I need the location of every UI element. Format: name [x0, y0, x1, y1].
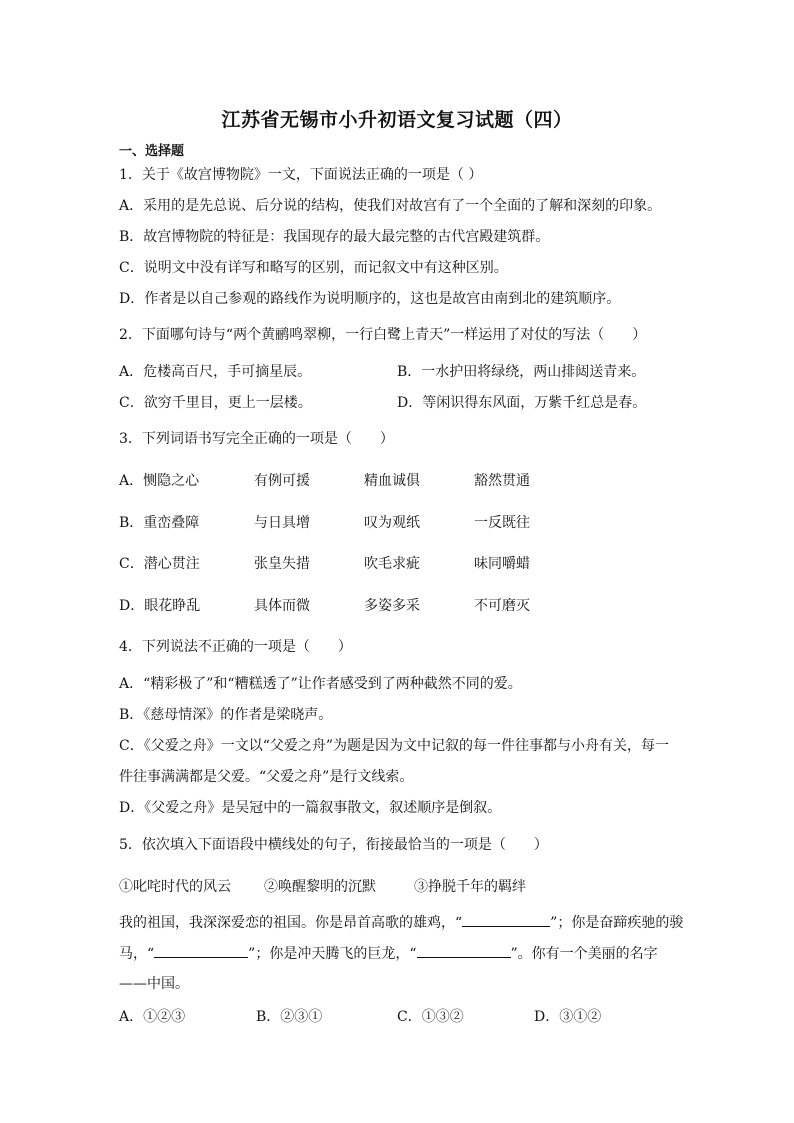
question-3-row-b-word-4: 一反既往: [474, 515, 530, 531]
question-3-row-b-word-2: 与日具增: [254, 515, 310, 531]
question-3-row-d-word-1: D．眼花睁乱: [119, 598, 201, 614]
passage-text: ”；你是奋蹄疾驰的骏: [550, 915, 684, 931]
question-3-row-d-word-3: 多姿多采: [364, 598, 420, 614]
question-3-row-c-word-4: 味同嚼蜡: [474, 556, 530, 572]
question-3-row-a-word-1: A．恻隐之心: [119, 473, 200, 489]
passage-text: 马，“: [119, 946, 155, 962]
question-2-stem: 2．下面哪句诗与“两个黄鹂鸣翠柳，一行白鹭上青天”一样运用了对仗的写法（ ）: [119, 327, 647, 343]
question-4-option-b: B．《慈母情深》的作者是梁晓声。: [119, 707, 333, 723]
question-3-row-a-word-2: 有例可援: [254, 473, 310, 489]
question-1-option-d: D．作者是以自己参观的路线作为说明顺序的，这也是故宫由南到北的建筑顺序。: [119, 291, 621, 307]
passage-text: ”；你是冲天腾飞的巨龙，“: [248, 946, 417, 962]
question-3-row-c-word-2: 张皇失措: [254, 556, 310, 572]
answer-blank-1[interactable]: [462, 912, 550, 927]
question-4-option-c-line-1: C．《父爱之舟》一文以“父爱之舟”为题是因为文中记叙的每一件往事都与小舟有关，每一: [119, 738, 670, 754]
question-3-row-a-word-4: 豁然贯通: [474, 473, 530, 489]
question-2-option-b: B．一水护田将绿绕，两山排闼送青来。: [397, 364, 646, 380]
question-1-option-b: B．故宫博物院的特征是：我国现存的最大最完整的古代宫殿建筑群。: [119, 229, 550, 245]
question-5-item-3: ③挣脱千年的羁绊: [414, 879, 526, 895]
question-4-stem: 4．下列说法不正确的一项是（ ）: [119, 639, 352, 655]
question-5-passage-line-2: [119, 943, 658, 964]
question-3-row-d-word-4: 不可磨灭: [474, 598, 530, 614]
answer-blank-2[interactable]: [154, 943, 248, 958]
question-2-option-c: C．欲穷千里目，更上一层楼。: [119, 395, 312, 411]
question-4-option-c-line-2: 件往事满满都是父爱。“父爱之舟”是行文线索。: [119, 769, 414, 785]
passage-text: 我的祖国，我深深爱恋的祖国。你是昂首高歌的雄鸡，“: [119, 915, 463, 931]
question-3-row-b-word-1: B．重峦叠障: [119, 515, 200, 531]
question-3-stem: 3．下列词语书写完全正确的一项是（ ）: [119, 431, 394, 447]
question-3-row-a-word-3: 精血诚俱: [364, 473, 420, 489]
question-4-option-a: A．“精彩极了”和“糟糕透了”让作者感受到了两种截然不同的爱。: [119, 676, 522, 692]
question-5-passage-line-3: ——中国。: [119, 976, 189, 992]
question-3-row-d-word-2: 具体而微: [254, 598, 310, 614]
question-5-option-c: C．①③②: [397, 1009, 464, 1025]
question-3-row-c-word-1: C．潜心贯注: [119, 556, 200, 572]
question-2-option-a: A．危楼高百尺，手可摘星辰。: [119, 364, 312, 380]
section-heading: 一、选择题: [119, 144, 185, 159]
question-5-item-2: ②唤醒黎明的沉默: [264, 879, 376, 895]
question-5-option-d: D．③①②: [534, 1009, 602, 1025]
question-3-row-c-word-3: 吹毛求疵: [364, 556, 420, 572]
passage-text: ”。你有一个美丽的名字: [510, 946, 658, 962]
question-1-option-c: C．说明文中没有详写和略写的区别，而记叙文中有这种区别。: [119, 260, 508, 276]
question-5-passage-line-1: [119, 912, 683, 933]
question-4-option-d: D．《父爱之舟》是吴冠中的一篇叙事散文，叙述顺序是倒叙。: [119, 800, 502, 816]
page-title: 江苏省无锡市小升初语文复习试题（四）: [221, 109, 573, 131]
question-3-row-b-word-3: 叹为观纸: [364, 515, 420, 531]
question-2-option-d: D．等闲识得东风面，万紫千红总是春。: [397, 395, 647, 411]
answer-blank-3[interactable]: [417, 943, 511, 958]
question-5-option-a: A．①②③: [119, 1009, 186, 1025]
question-1-stem: 1．关于《故宫博物院》一文，下面说法正确的一项是（ ）: [119, 167, 483, 183]
question-5-option-b: B．②③①: [256, 1009, 323, 1025]
question-5-item-1: ①叱咤时代的风云: [119, 879, 231, 895]
question-1-option-a: A．采用的是先总说、后分说的结构，使我们对故宫有了一个全面的了解和深刻的印象。: [119, 198, 662, 214]
question-5-stem: 5．依次填入下面语段中横线处的句子，衔接最恰当的一项是（ ）: [119, 837, 548, 853]
